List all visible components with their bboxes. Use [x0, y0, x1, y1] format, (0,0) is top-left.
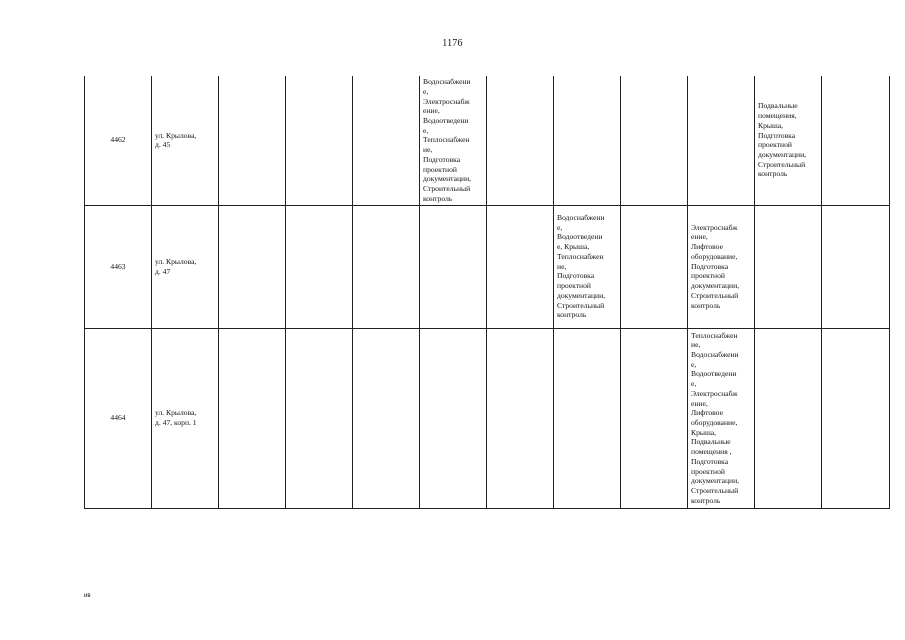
empty-cell — [621, 76, 688, 205]
empty-cell — [487, 76, 554, 205]
address-cell: ул. Крылова, д. 45 — [152, 76, 219, 205]
empty-cell — [822, 76, 890, 205]
empty-cell — [353, 76, 420, 205]
address-cell: ул. Крылова, д. 47 — [152, 205, 219, 328]
empty-cell — [487, 328, 554, 508]
works-cell: Водоснабжени е, Водоотведени е, Крыша, Теплоснабжен ие, Подготовка проектной документации, Строительный контроль — [554, 205, 621, 328]
empty-cell — [420, 205, 487, 328]
address-cell: ул. Крылова, д. 47, корп. 1 — [152, 328, 219, 508]
empty-cell — [755, 328, 822, 508]
empty-cell — [286, 76, 353, 205]
empty-cell — [822, 328, 890, 508]
table-row — [85, 328, 890, 508]
empty-cell — [353, 328, 420, 508]
row-number: 4463 — [85, 205, 152, 328]
empty-cell — [554, 328, 621, 508]
works-cell: Теплоснабжен ие, Водоснабжени е, Водоотведени е, Электроснабж ение, Лифтовое оборудование, Крыша, Подвальные помещения , Подготовка проектной документации, Строительный контроль — [688, 328, 755, 508]
table-row — [85, 205, 890, 328]
empty-cell — [487, 205, 554, 328]
empty-cell — [755, 205, 822, 328]
works-cell: Электроснабж ение, Лифтовое оборудование, Подготовка проектной документации, Строительный контроль — [688, 205, 755, 328]
empty-cell — [554, 76, 621, 205]
empty-cell — [219, 76, 286, 205]
empty-cell — [219, 205, 286, 328]
row-number: 4462 — [85, 76, 152, 205]
page-number: 1176 — [442, 38, 463, 49]
empty-cell — [286, 205, 353, 328]
works-table — [84, 76, 890, 509]
empty-cell — [621, 205, 688, 328]
empty-cell — [219, 328, 286, 508]
empty-cell — [420, 328, 487, 508]
empty-cell — [353, 205, 420, 328]
row-number: 4464 — [85, 328, 152, 508]
works-cell: Водоснабжени е, Электроснабж ение, Водоотведени е, Теплоснабжен ие, Подготовка проектной документации, Строительный контроль — [420, 76, 487, 205]
empty-cell — [286, 328, 353, 508]
table-row — [85, 76, 890, 205]
corner-mark: ив — [84, 593, 91, 599]
works-cell: Подвальные помещения, Крыша, Подготовка проектной документации, Строительный контроль — [755, 76, 822, 205]
empty-cell — [822, 205, 890, 328]
empty-cell — [688, 76, 755, 205]
empty-cell — [621, 328, 688, 508]
